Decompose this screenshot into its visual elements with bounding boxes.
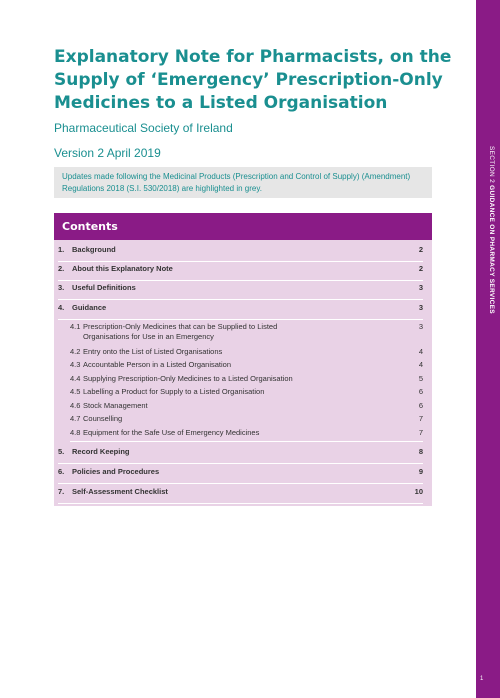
toc-page: 8 <box>418 447 423 456</box>
toc-page: 9 <box>418 467 423 476</box>
toc-entry-policies[interactable] <box>58 467 423 484</box>
toc-page: 6 <box>418 401 423 410</box>
toc-entry-about[interactable] <box>58 264 423 281</box>
toc-page: 6 <box>418 387 423 396</box>
sidebar-section-label <box>487 147 495 322</box>
toc-title: Record Keeping <box>72 447 130 456</box>
toc-page: 4 <box>418 360 423 369</box>
toc-subentry-4-8[interactable] <box>70 428 423 442</box>
organisation-name: Pharmaceutical Society of Ireland <box>54 121 233 135</box>
toc-entry-definitions[interactable] <box>58 283 423 300</box>
toc-number: 4.6 <box>70 401 81 410</box>
toc-title: Equipment for the Safe Use of Emergency Medicines <box>83 428 260 437</box>
toc-page: 7 <box>418 428 423 437</box>
toc-page: 3 <box>418 322 423 331</box>
toc-title: About this Explanatory Note <box>72 264 173 273</box>
toc-title-line-2: Organisations for Use in an Emergency <box>83 332 214 341</box>
contents-heading: Contents <box>54 213 432 240</box>
toc-number: 4.5 <box>70 387 81 396</box>
section-sidebar <box>476 0 500 698</box>
toc-entry-record-keeping[interactable] <box>58 447 423 464</box>
toc-page: 4 <box>418 347 423 356</box>
document-title <box>54 46 454 115</box>
toc-title: Counselling <box>83 414 123 423</box>
toc-title: Entry onto the List of Listed Organisations <box>83 347 223 356</box>
update-note <box>54 167 432 198</box>
toc-number: 2. <box>58 264 65 273</box>
toc-title: Policies and Procedures <box>72 467 160 476</box>
toc-number: 7. <box>58 487 65 496</box>
toc-number: 4.4 <box>70 374 81 383</box>
toc-title: Useful Definitions <box>72 283 136 292</box>
section-number: SECTION 2 <box>488 146 495 184</box>
toc-title: Labelling a Product for Supply to a Listed Organisation <box>83 387 265 396</box>
toc-title <box>83 322 277 342</box>
toc-page: 2 <box>418 245 423 254</box>
toc-number: 4.8 <box>70 428 81 437</box>
toc-number: 6. <box>58 467 65 476</box>
toc-title: Guidance <box>72 303 107 312</box>
title-line-3: Medicines to a Listed Organisation <box>54 93 388 113</box>
toc-page: 7 <box>418 414 423 423</box>
toc-entry-guidance[interactable] <box>58 303 423 320</box>
toc-entry-background[interactable] <box>58 245 423 262</box>
toc-number: 5. <box>58 447 65 456</box>
title-line-1: Explanatory Note for Pharmacists, on the <box>54 47 452 67</box>
toc-number: 4.2 <box>70 347 81 356</box>
toc-page: 3 <box>418 283 423 292</box>
contents-box <box>54 213 432 506</box>
update-note-line-2: Regulations 2018 (S.I. 530/2018) are highlighted in grey. <box>62 183 262 193</box>
toc-page: 3 <box>418 303 423 312</box>
toc-number: 4.7 <box>70 414 81 423</box>
toc-title: Background <box>72 245 116 254</box>
title-line-2: Supply of ‘Emergency’ Prescription-Only <box>54 70 443 90</box>
toc-page: 2 <box>418 264 423 273</box>
toc-number: 1. <box>58 245 65 254</box>
toc-page: 5 <box>418 374 423 383</box>
toc-title: Accountable Person in a Listed Organisation <box>83 360 232 369</box>
toc-number: 3. <box>58 283 65 292</box>
toc-number: 4. <box>58 303 65 312</box>
toc-title: Stock Management <box>83 401 148 410</box>
update-note-line-1: Updates made following the Medicinal Products (Prescription and Control of Supply) (Amendment) <box>62 172 411 181</box>
toc-entry-self-assessment[interactable] <box>58 487 423 504</box>
sidebar-label-text <box>488 146 495 321</box>
toc-number: 4.1 <box>70 322 81 331</box>
toc-title: Self-Assessment Checklist <box>72 487 168 496</box>
toc-number: 4.3 <box>70 360 81 369</box>
section-title: GUIDANCE ON PHARMACY SERVICES <box>488 185 495 314</box>
toc-title-line-1: Prescription-Only Medicines that can be Supplied to Listed <box>83 322 278 331</box>
page-number: 1 <box>480 676 484 682</box>
toc-page: 10 <box>414 487 423 496</box>
toc-title: Supplying Prescription-Only Medicines to a Listed Organisation <box>83 374 293 383</box>
version-label: Version 2 April 2019 <box>54 146 161 160</box>
